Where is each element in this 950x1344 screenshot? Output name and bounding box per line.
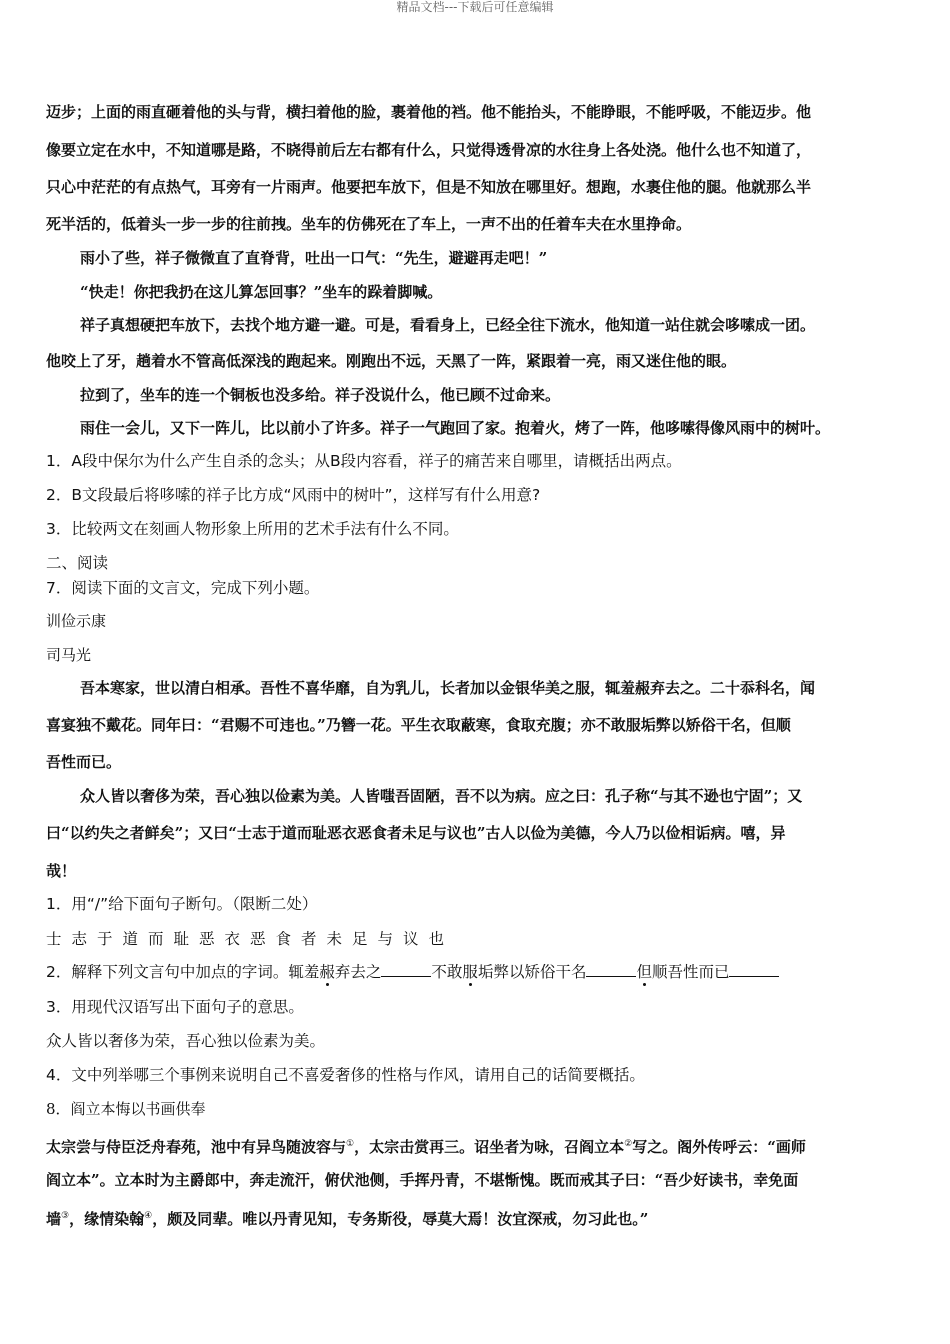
q8-line: 阎立本”。立本时为主爵郎中，奔走流汗，俯伏池侧，手挥丹青，不堪惭愧。既而戒其子曰：“吾少好读书，幸免面 bbox=[46, 1171, 799, 1189]
essay-line: 吾本寒家，世以清白相承。吾性不喜华靡，自为乳儿，长者加以金银华美之服，辄羞赧弃去之。二十忝科名，闻 bbox=[80, 679, 816, 697]
passage-line: “快走！你把我扔在这儿算怎回事？”坐车的跺着脚喊。 bbox=[80, 283, 443, 301]
passage-line: 死半活的，低着头一步一步的往前拽。坐车的仿佛死在了车上，一声不出的任着车夫在水里挣命。 bbox=[46, 215, 692, 233]
question-1: 1．A段中保尔为什么产生自杀的念头；从B段内容看，祥子的痛苦来自哪里，请概括出两点。 bbox=[46, 452, 682, 470]
watermark: 精品文档---下载后可任意编辑 bbox=[396, 0, 554, 14]
note-marker: ④ bbox=[144, 1211, 153, 1221]
passage-line: 像要立定在水中，不知道哪是路，不晓得前后左右都有什么，只觉得透骨凉的水往身上各处浇。他什么也不知道了， bbox=[46, 141, 812, 159]
note-marker: ③ bbox=[61, 1211, 70, 1221]
passage-line: 只心中茫茫的有点热气，耳旁有一片雨声。他要把车放下，但是不知放在哪里好。想跑，水裹住他的腿。他就那么半 bbox=[46, 178, 812, 196]
question-2: 2．B文段最后将哆嗦的祥子比方成“风雨中的树叶”，这样写有什么用意? bbox=[46, 486, 541, 504]
sub-question-2 bbox=[46, 962, 779, 982]
essay-line: 曰“以约失之者鲜矣”；又曰“士志于道而耻恶衣恶食者未足与议也”古人以俭为美德，今人乃以俭相诟病。嘻，异 bbox=[46, 824, 786, 842]
q8-line bbox=[46, 1134, 806, 1157]
passage-line: 雨住一会儿，又下一阵儿，比以前小了许多。祥子一气跑回了家。抱着火，烤了一阵，他哆嗦得像风雨中的树叶。 bbox=[80, 419, 831, 437]
sq2-text: 顺吾性而已 bbox=[651, 963, 730, 981]
sub-question-4: 4．文中列举哪三个事例来说明自己不喜爱奢侈的性格与作风，请用自己的话简要概括。 bbox=[46, 1066, 645, 1084]
note-marker: ② bbox=[624, 1139, 633, 1149]
passage-line: 雨小了些，祥子微微直了直脊背，吐出一口气：“先生，避避再走吧！” bbox=[80, 249, 548, 267]
dotted-word: 赧 bbox=[319, 963, 335, 981]
answer-blank[interactable] bbox=[586, 962, 636, 977]
passage-line: 他咬上了牙，趟着水不管高低深浅的跑起来。刚跑出不远，天黑了一阵，紧跟着一亮，雨又迷住他的眼。 bbox=[46, 352, 737, 370]
sub-question-1: 1．用“/”给下面句子断句。（限断二处） bbox=[46, 895, 318, 913]
passage-line: 迈步；上面的雨直砸着他的头与背，横扫着他的脸，裹着他的裆。他不能抬头，不能睁眼，不能呼吸，不能迈步。他 bbox=[46, 103, 812, 121]
sentence-to-translate: 众人皆以奢侈为荣，吾心独以俭素为美。 bbox=[46, 1032, 326, 1050]
essay-title: 训俭示康 bbox=[46, 612, 107, 630]
q8-text: ，太宗击赏再三。诏坐者为咏，召阎立本 bbox=[354, 1138, 625, 1156]
passage-line: 拉到了，坐车的连一个铜板也没多给。祥子没说什么，他已顾不过命来。 bbox=[80, 386, 561, 404]
sq2-text: 垢弊以矫俗干名 bbox=[477, 963, 587, 981]
q8-text: 写之。阁外传呼云：“画师 bbox=[632, 1138, 806, 1156]
essay-line: 吾性而已。 bbox=[46, 753, 122, 771]
dotted-word: 但 bbox=[636, 963, 652, 981]
section-heading: 二、阅读 bbox=[46, 554, 109, 572]
sq2-text: 不敢 bbox=[431, 963, 463, 981]
q8-text: ，颇及同辈。唯以丹青见知，专务斯役，辱莫大焉！汝宜深戒，勿习此也。” bbox=[152, 1210, 649, 1228]
q8-text: ，缘情染翰 bbox=[69, 1210, 145, 1228]
question-3: 3．比较两文在刻画人物形象上所用的艺术手法有什么不同。 bbox=[46, 520, 459, 538]
sq2-prefix: 2．解释下列文言句中加点的字词。辄羞 bbox=[46, 963, 320, 981]
q8-line bbox=[46, 1206, 648, 1229]
q8-text: 太宗尝与侍臣泛舟春苑，池中有异鸟随波容与 bbox=[46, 1138, 347, 1156]
sub-question-3: 3．用现代汉语写出下面句子的意思。 bbox=[46, 998, 304, 1016]
essay-line: 喜宴独不戴花。同年曰：“君赐不可违也。”乃簪一花。平生衣取蔽寒，食取充腹；亦不敢服垢弊以矫俗干名，但顺 bbox=[46, 716, 791, 734]
answer-blank[interactable] bbox=[729, 962, 779, 977]
essay-line: 众人皆以奢侈为荣，吾心独以俭素为美。人皆嗤吾固陋，吾不以为病。应之曰：孔子称“与其不逊也宁固”；又 bbox=[80, 787, 803, 805]
note-marker: ① bbox=[346, 1139, 355, 1149]
sq2-text: 弃去之 bbox=[334, 963, 382, 981]
essay-line: 哉！ bbox=[46, 862, 77, 880]
question-7-intro: 7．阅读下面的文言文，完成下列小题。 bbox=[46, 579, 320, 597]
essay-author: 司马光 bbox=[46, 646, 92, 664]
q8-text: 墙 bbox=[46, 1210, 62, 1228]
passage-line: 祥子真想硬把车放下，去找个地方避一避。可是，看看身上，已经全往下流水，他知道一站住就会哆嗦成一团。 bbox=[80, 316, 816, 334]
question-8-title: 8．阎立本悔以书画供奉 bbox=[46, 1100, 206, 1118]
dotted-word: 服 bbox=[462, 963, 478, 981]
answer-blank[interactable] bbox=[381, 962, 431, 977]
sentence-to-punctuate: 士志于道而耻恶衣恶食者未足与议也 bbox=[46, 930, 455, 948]
